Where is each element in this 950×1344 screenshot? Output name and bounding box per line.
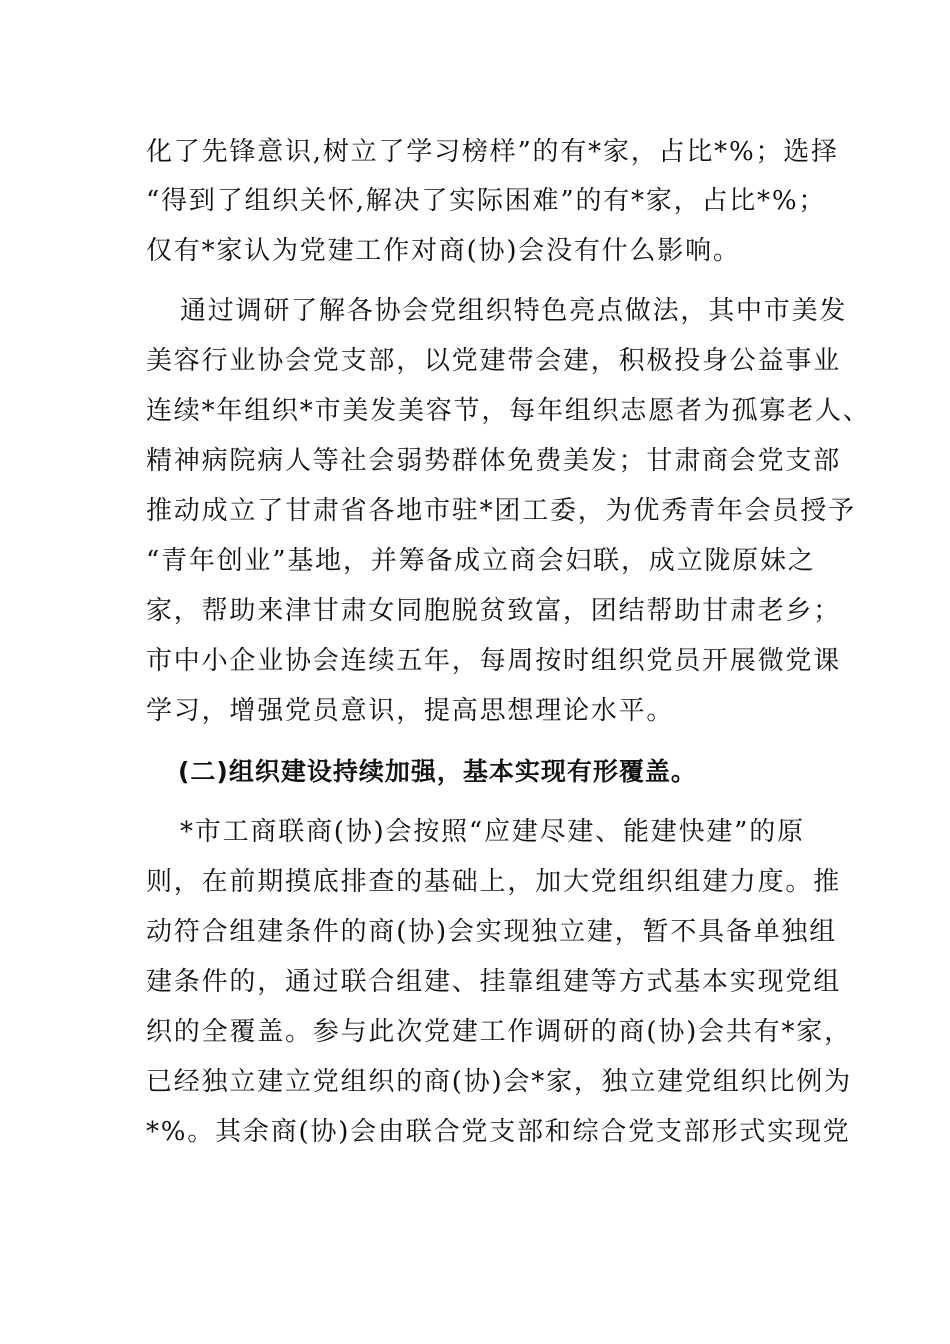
paragraph-2-line-2: 美容行业协会党支部，以党建带会建，积极投身公益事业 (146, 346, 842, 376)
paragraph-2-line-3: 连续*年组织*市美发美容节，每年组织志愿者为孤寡老人、 (146, 396, 871, 426)
paragraph-2-line-1: 通过调研了解各协会党组织特色亮点做法，其中市美发 (180, 296, 848, 326)
paragraph-2-line-5: 推动成立了甘肃省各地市驻*团工委，为优秀青年会员授予 (146, 496, 856, 526)
paragraph-2-line-4: 精神病院病人等社会弱势群体免费美发；甘肃商会党支部 (146, 446, 842, 476)
paragraph-2-line-6: “青年创业”基地，并筹备成立商会妇联，成立陇原妹之 (146, 546, 816, 576)
paragraph-3-line-1: *市工商联商(协)会按照“应建尽建、能建快建”的原 (180, 817, 805, 847)
section-heading: (二)组织建设持续加强，基本实现有形覆盖。 (178, 757, 697, 786)
paragraph-3-line-3: 动符合组建条件的商(协)会实现独立建，暂不具备单独组 (146, 917, 838, 947)
paragraph-3-line-5: 织的全覆盖。参与此次党建工作调研的商(协)会共有*家， (146, 1017, 852, 1047)
paragraph-1-line-1: 化了先锋意识,树立了学习榜样”的有*家，占比*%；选择 (146, 137, 839, 167)
paragraph-2-line-9: 学习，增强党员意识，提高思想理论水平。 (146, 696, 675, 726)
paragraph-3-line-6: 已经独立建立党组织的商(协)会*家，独立建党组织比例为 (146, 1067, 852, 1097)
paragraph-1-line-2: “得到了组织关怀,解决了实际困难”的有*家，占比*%； (146, 186, 827, 216)
paragraph-1-line-3: 仅有*家认为党建工作对商(协)会没有什么影响。 (146, 236, 741, 266)
paragraph-3-line-4: 建条件的，通过联合组建、挂靠组建等方式基本实现党组 (146, 967, 842, 997)
paragraph-2-line-7: 家，帮助来津甘肃女同胞脱贫致富，团结帮助甘肃老乡； (146, 596, 842, 626)
paragraph-3-line-7: *%。其余商(协)会由联合党支部和综合党支部形式实现党 (146, 1117, 851, 1147)
paragraph-2-line-8: 市中小企业协会连续五年，每周按时组织党员开展微党课 (146, 646, 842, 676)
paragraph-3-line-2: 则，在前期摸底排查的基础上，加大党组织组建力度。推 (146, 867, 842, 897)
